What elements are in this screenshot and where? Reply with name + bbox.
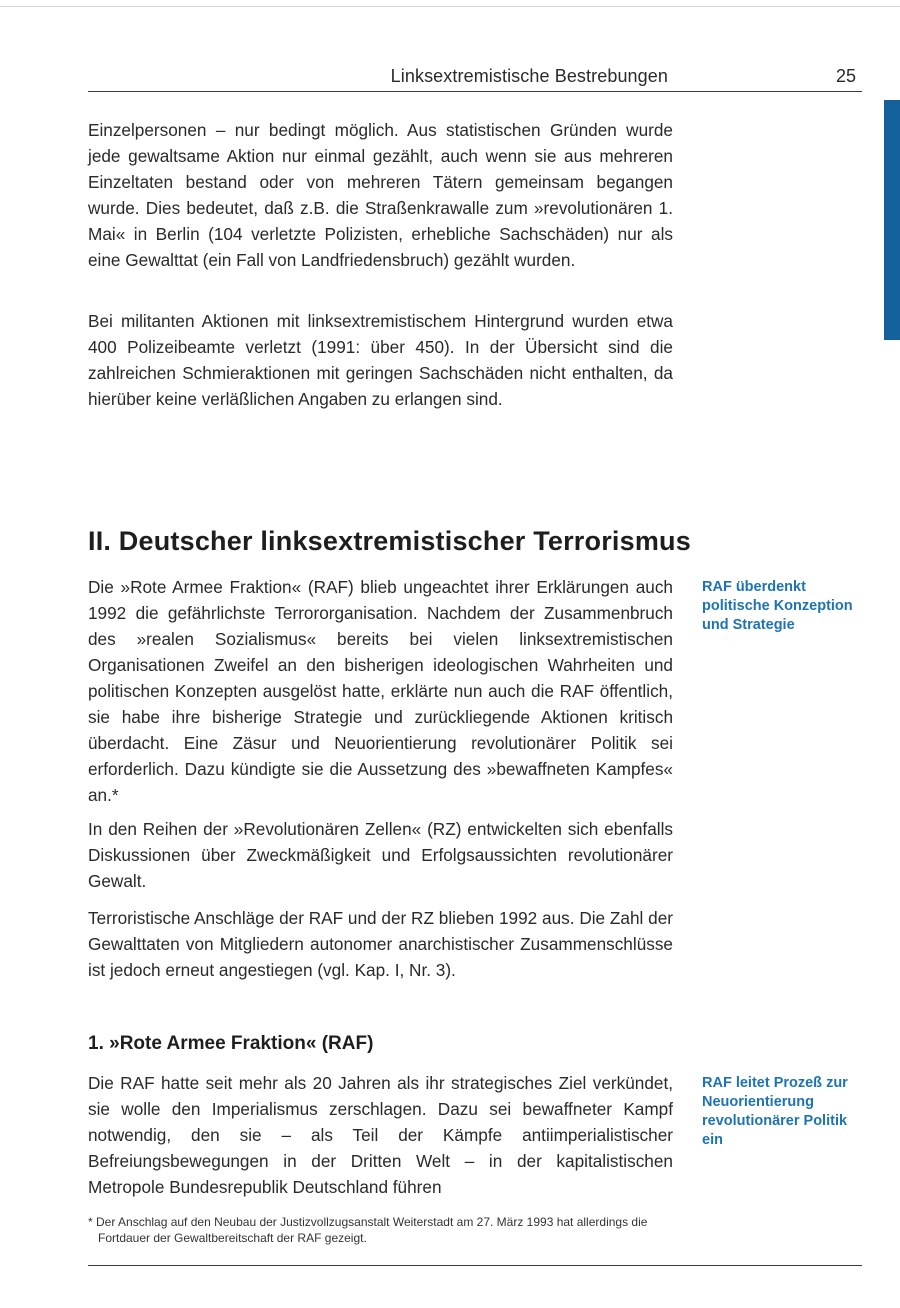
margin-note: RAF überdenkt politische Konzeption und Strategie — [702, 579, 853, 633]
margin-note: RAF leitet Prozeß zur Neuorientierung revolutionärer Politik ein — [702, 1075, 848, 1148]
footer-rule — [88, 1265, 862, 1266]
body-paragraph: Die RAF hatte seit mehr als 20 Jahren als ihr strategisches Ziel verkündet, sie wolle den Imperialismus zerschlagen. Dazu sei bewaffneter Kampf notwendig, den sie – als Teil der Kämpfe antiimperialistischer Befreiungsbewegungen in der Dritten Welt – in der kapitalistischen Metropole Bundesrepublik Deutschland führen — [88, 1073, 673, 1197]
body-paragraph: In den Reihen der »Revolutionären Zellen« (RZ) entwickelten sich ebenfalls Diskussionen über Zweckmäßigkeit und Erfolgsaussichten revolutionärer Gewalt. — [88, 819, 673, 891]
body-paragraph: Die »Rote Armee Fraktion« (RAF) blieb ungeachtet ihrer Erklärungen auch 1992 die gefährlichste Terrororganisation. Nachdem der Zusammenbruch des »realen Sozialismus« bereits bei vielen linksextremistischen Organisationen Zweifel an den bisherigen ideologischen Wahrheiten und politischen Konzepten ausgelöst hatte, erklärte nun auch die RAF öffentlich, sie habe ihre bisherige Strategie und zurückliegende Aktionen kritisch überdacht. Eine Zäsur und Neuorientierung revolutionärer Politik sei erforderlich. Dazu kündigte sie die Aussetzung des »bewaffneten Kampfes« an.* — [88, 577, 673, 805]
body-paragraph: Bei militanten Aktionen mit linksextremistischem Hintergrund wurden etwa 400 Polizeibeamte verletzt (1991: über 450). In der Übersicht sind die zahlreichen Schmieraktionen mit geringen Sachschäden nicht enthalten, da hierüber keine verläßlichen Angaben zu erlangen sind. — [88, 311, 673, 409]
top-rule — [0, 6, 900, 7]
running-header — [88, 66, 856, 88]
subsection-heading: 1. »Rote Armee Fraktion« (RAF) — [88, 1033, 374, 1054]
header-rule — [88, 91, 862, 92]
body-paragraph: Einzelpersonen – nur bedingt möglich. Aus statistischen Gründen wurde jede gewaltsame Aktion nur einmal gezählt, auch wenn sie aus mehreren Einzeltaten bestand oder von mehreren Tätern gemeinsam begangen wurde. Dies bedeutet, daß z.B. die Straßenkrawalle zum »revolutionären 1. Mai« in Berlin (104 verletzte Polizisten, erhebliche Sachschäden) nur als eine Gewalttat (ein Fall von Landfriedensbruch) gezählt wurden. — [88, 120, 673, 270]
body-paragraph: Terroristische Anschläge der RAF und der RZ blieben 1992 aus. Die Zahl der Gewalttaten von Mitgliedern autonomer anarchistischer Zusammenschlüsse ist jedoch erneut angestiegen (vgl. Kap. I, Nr. 3). — [88, 908, 673, 980]
footnote: * Der Anschlag auf den Neubau der Justizvollzugsanstalt Weiterstadt am 27. März 1993 hat allerdings die Fortdauer der Gewaltbereitschaft der RAF gezeigt. — [88, 1215, 648, 1245]
page-number: 25 — [835, 66, 856, 86]
chapter-edge-marker — [884, 100, 900, 340]
running-header-title: Linksextremistische Bestrebungen — [390, 66, 668, 86]
section-heading: II. Deutscher linksextremistischer Terrorismus — [88, 526, 691, 556]
